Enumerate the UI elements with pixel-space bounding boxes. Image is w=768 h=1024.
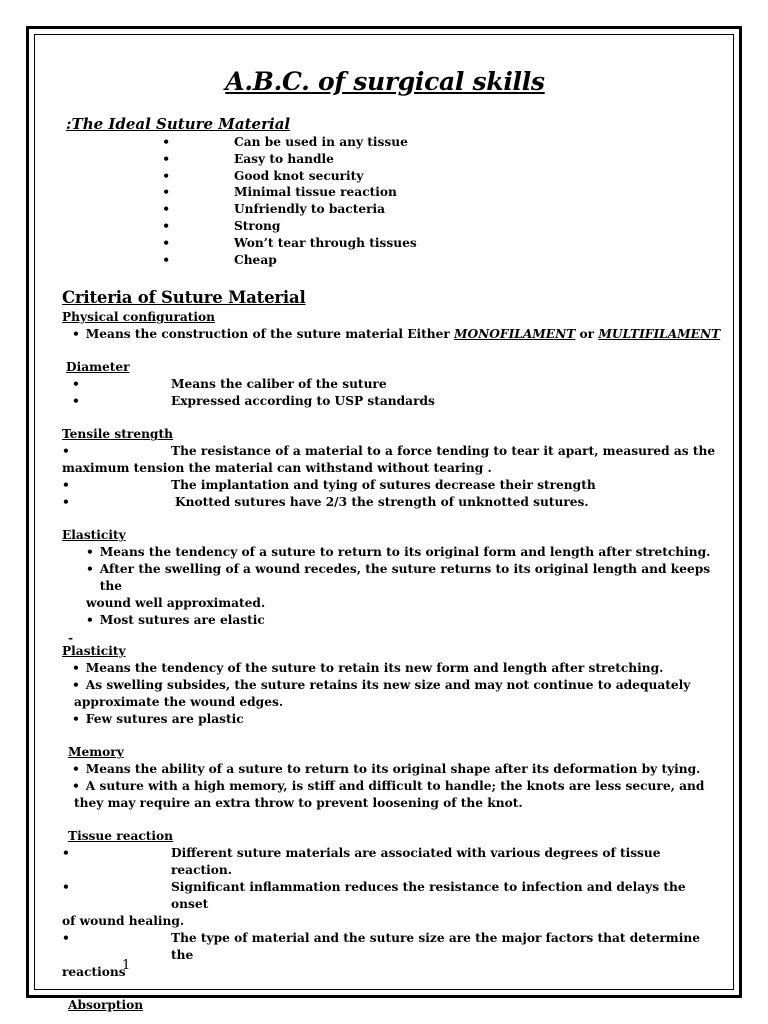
list-item: • Most sutures are elastic — [86, 613, 265, 628]
list-item: • Means the ability of a suture to return to its original shape after its deformation by tying. — [72, 762, 701, 777]
list-item: • Strong — [62, 218, 724, 235]
list-item: • Good knot security — [62, 168, 724, 185]
ideal-suture-list — [62, 134, 724, 268]
elasticity-continuation: wound well approximated. — [86, 596, 266, 611]
list-item: • The resistance of a material to a force tending to tear it apart, measured as the — [62, 444, 716, 459]
list-item: • Knotted sutures have 2/3 the strength of unknotted sutures. — [62, 495, 589, 510]
ideal-suture-heading: :The Ideal Suture Material — [66, 115, 291, 133]
tensile-continuation: maximum tension the material can withstand without tearing . — [62, 461, 492, 476]
list-item: • Unfriendly to bacteria — [62, 201, 724, 218]
plasticity-label: Plasticity — [62, 644, 126, 659]
list-item: • Means the tendency of the suture to retain its new form and length after stretching. — [72, 661, 664, 676]
list-item: • A suture with a high memory, is stiff and difficult to handle; the knots are less secure, and — [72, 779, 705, 794]
list-item: • Different suture materials are associated with various degrees of tissue reaction. — [62, 846, 661, 878]
bullet: • — [162, 235, 170, 250]
multifilament-term: MULTIFILAMENT — [598, 327, 721, 342]
bullet: • — [162, 168, 170, 183]
list-item: • Expressed according to USP standards — [72, 394, 435, 409]
criteria-heading: Criteria of Suture Material — [62, 288, 306, 308]
bullet: • — [72, 327, 80, 342]
list-item: • After the swelling of a wound recedes, the suture returns to its original length and keeps the — [86, 562, 711, 594]
tensile-strength-label: Tensile strength — [62, 427, 173, 442]
list-item: • Minimal tissue reaction — [62, 184, 724, 201]
plasticity-continuation: approximate the wound edges. — [74, 695, 284, 710]
list-item: • The implantation and tying of sutures decrease their strength — [62, 478, 596, 493]
absorption-label: Absorption — [68, 998, 144, 1013]
monofilament-term: MONOFILAMENT — [454, 327, 576, 342]
bullet: • — [162, 135, 170, 149]
list-item: • Means the caliber of the suture — [72, 377, 387, 392]
bullet: • — [162, 252, 170, 267]
tissue-continuation-2: reactions — [62, 965, 126, 980]
bullet: • — [162, 202, 170, 217]
tissue-continuation-1: of wound healing. — [62, 914, 185, 929]
list-item: • As swelling subsides, the suture retains its new size and may not continue to adequately — [72, 678, 691, 693]
document-title: A.B.C. of surgical skills — [225, 67, 545, 96]
bullet: • — [162, 185, 170, 200]
tissue-reaction-label: Tissue reaction — [68, 829, 174, 844]
page-number: 1 — [122, 958, 131, 973]
memory-continuation: they may require an extra throw to prevent loosening of the knot. — [74, 796, 523, 811]
list-item: • Few sutures are plastic — [72, 712, 244, 727]
list-item: • Significant inflammation reduces the resistance to infection and delays the onset — [62, 880, 686, 912]
list-item: • Means the construction of the suture material Either MONOFILAMENT or MULTIFILAMENT — [72, 327, 721, 342]
list-item: • Means the tendency of a suture to return to its original form and length after stretching. — [86, 545, 711, 560]
diameter-label: Diameter — [66, 360, 130, 375]
list-item: • Won’t tear through tissues — [62, 235, 724, 252]
physical-configuration-label: Physical configuration — [62, 310, 216, 325]
list-item: • Can be used in any tissue — [62, 134, 724, 151]
list-item: • Cheap — [62, 252, 724, 269]
bullet: • — [162, 218, 170, 233]
list-item: • Easy to handle — [62, 151, 724, 168]
memory-label: Memory — [68, 745, 124, 760]
document-body — [62, 60, 724, 1014]
elasticity-label: Elasticity — [62, 528, 126, 543]
separator-dash: - — [68, 631, 74, 646]
list-item: • The type of material and the suture size are the major factors that determine the — [62, 931, 700, 963]
bullet: • — [162, 151, 170, 166]
